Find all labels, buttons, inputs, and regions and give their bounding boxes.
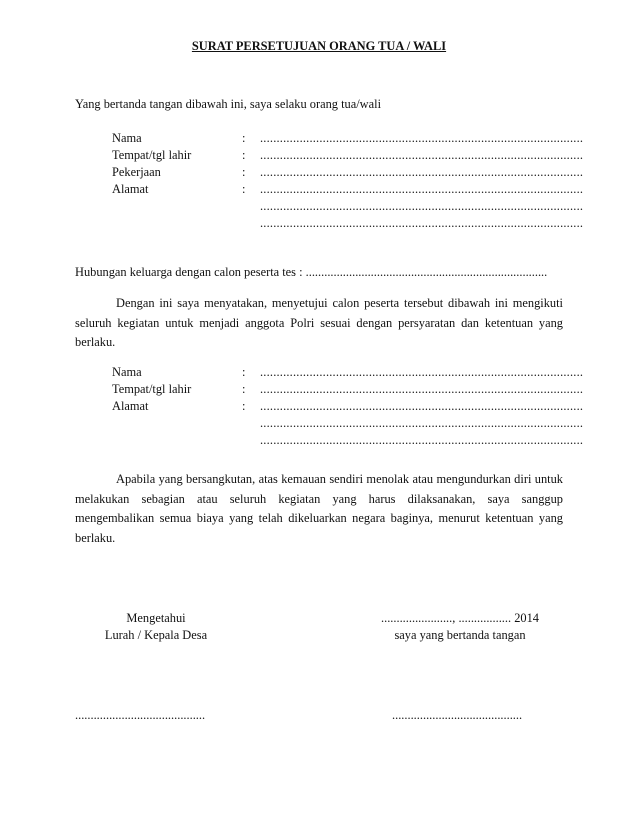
field-label: Tempat/tgl lahir bbox=[112, 148, 192, 162]
right-signature-title: saya yang bertanda tangan bbox=[394, 628, 526, 642]
fill-in-line: .................................................................................................. bbox=[260, 131, 584, 145]
left-signature-title: Lurah / Kepala Desa bbox=[104, 628, 208, 642]
left-signature-line: .......................................... bbox=[75, 708, 206, 722]
form-row-tempat-tgl-lahir bbox=[0, 381, 638, 398]
consent-paragraph: Dengan ini saya menyatakan, menyetujui calon peserta tersebut dibawah ini mengikuti seluruh kegiatan untuk menjadi anggota Polri sesuai dengan persyaratan dan ketentuan yang berlaku. bbox=[75, 296, 563, 349]
form-row-alamat bbox=[0, 181, 638, 198]
fill-in-line: .................................................................................................. bbox=[260, 365, 584, 379]
field-colon: : bbox=[242, 182, 246, 196]
field-label: Tempat/tgl lahir bbox=[112, 382, 192, 396]
field-colon: : bbox=[242, 131, 246, 145]
field-label: Pekerjaan bbox=[112, 165, 161, 179]
field-label: Nama bbox=[112, 131, 142, 145]
field-label: Alamat bbox=[112, 182, 149, 196]
place-date-line: ......................., ................. 2014 bbox=[381, 611, 539, 625]
form-row-tempat-tgl-lahir bbox=[0, 147, 638, 164]
page-title: SURAT PERSETUJUAN ORANG TUA / WALI bbox=[191, 39, 447, 53]
fill-in-line: .................................................................................................. bbox=[260, 148, 584, 162]
field-colon: : bbox=[242, 148, 246, 162]
form-row-alamat-cont bbox=[0, 415, 638, 432]
form-row-alamat-cont bbox=[0, 432, 638, 449]
fill-in-line: .................................................................................................. bbox=[260, 399, 584, 413]
field-colon: : bbox=[242, 399, 246, 413]
fill-in-line: .................................................................................................. bbox=[260, 199, 584, 213]
right-signature-line: .......................................... bbox=[392, 708, 523, 722]
form-row-alamat-cont bbox=[0, 215, 638, 232]
form-row-alamat-cont bbox=[0, 198, 638, 215]
fill-in-line: .................................................................................................. bbox=[260, 433, 584, 447]
left-signature-heading: Mengetahui bbox=[126, 611, 186, 625]
refund-paragraph: Apabila yang bersangkutan, atas kemauan sendiri menolak atau mengundurkan diri untuk melakukan sebagian atau seluruh kegiatan yang harus dilaksanakan, saya sanggup mengembalikan semua biaya yang telah dikeluarkan negara baginya, menurut ketentuan yang berlaku. bbox=[75, 472, 563, 545]
fill-in-line: .................................................................................................. bbox=[260, 182, 584, 196]
intro-text: Yang bertanda tangan dibawah ini, saya selaku orang tua/wali bbox=[75, 97, 382, 111]
field-label: Nama bbox=[112, 365, 142, 379]
form-row-pekerjaan bbox=[0, 164, 638, 181]
field-colon: : bbox=[242, 382, 246, 396]
form-row-nama bbox=[0, 364, 638, 381]
field-label: Alamat bbox=[112, 399, 149, 413]
form-row-alamat bbox=[0, 398, 638, 415]
fill-in-line: .................................................................................................. bbox=[260, 382, 584, 396]
relationship-line: Hubungan keluarga dengan calon peserta tes : .............................................................................. bbox=[75, 265, 548, 279]
form-row-nama bbox=[0, 130, 638, 147]
field-colon: : bbox=[242, 365, 246, 379]
fill-in-line: .................................................................................................. bbox=[260, 216, 584, 230]
field-colon: : bbox=[242, 165, 246, 179]
fill-in-line: .................................................................................................. bbox=[260, 165, 584, 179]
fill-in-line: .................................................................................................. bbox=[260, 416, 584, 430]
